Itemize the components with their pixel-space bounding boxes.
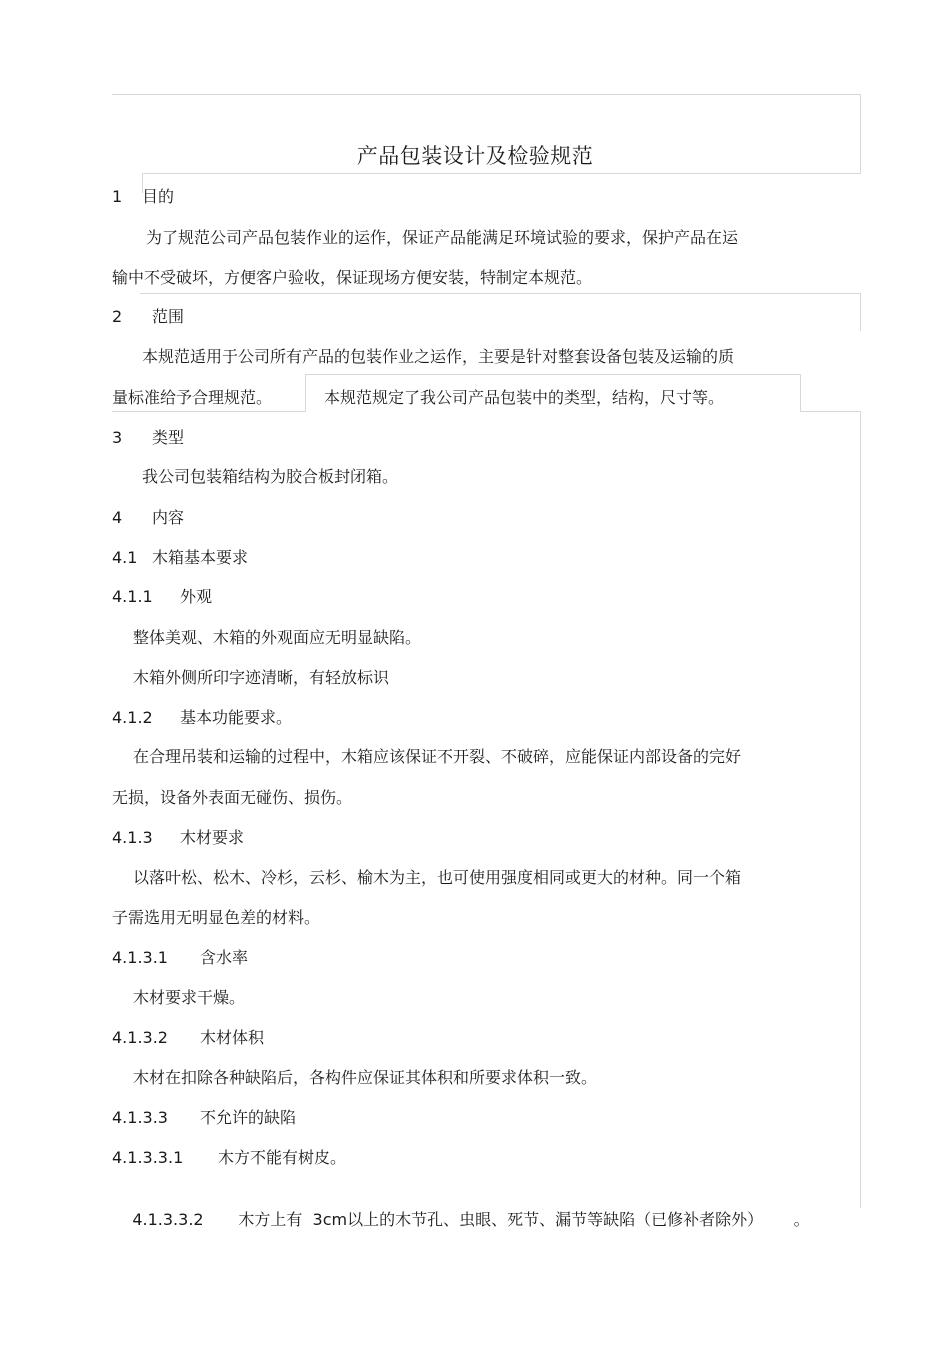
section-heading	[112, 507, 184, 529]
frame-rule	[112, 94, 860, 95]
frame-rule	[305, 374, 800, 375]
section-title: 外观	[180, 587, 213, 606]
section-heading	[112, 427, 184, 449]
section-heading	[112, 1027, 264, 1049]
section-title: 不允许的缺陷	[200, 1108, 297, 1127]
paragraph-line: 木材要求干燥。	[133, 988, 246, 1007]
section-number: 4.1.1	[112, 587, 153, 606]
section-title: 木方不能有树皮。	[218, 1148, 347, 1167]
section-title: 目的	[142, 187, 175, 206]
section-heading	[112, 547, 248, 569]
paragraph-line: 输中不受破坏，方便客户验收，保证现场方便安装，特制定本规范。	[112, 268, 593, 287]
section-title: 木材要求	[180, 828, 245, 847]
section-title: 范围	[152, 307, 185, 326]
section-heading	[112, 707, 292, 729]
paragraph-line: 木箱外侧所印字迹清晰，有轻放标识	[133, 668, 390, 687]
section-heading	[112, 186, 174, 208]
paragraph-line: 量标准给予合理规范。	[112, 388, 273, 407]
paragraph-line: 子需选用无明显色差的材料。	[112, 908, 321, 927]
section-title: 含水率	[200, 948, 249, 967]
paragraph-line: 在合理吊装和运输的过程中，木箱应该保证不开裂、不破碎，应能保证内部设备的完好	[133, 747, 742, 766]
section-title: 基本功能要求。	[180, 708, 293, 727]
section-number: 4.1.3.3.2	[132, 1210, 204, 1229]
section-heading	[112, 586, 212, 608]
frame-rule	[800, 411, 860, 412]
section-heading	[112, 306, 184, 328]
frame-rule	[140, 293, 860, 294]
section-title: 木方上有 3cm以上的木节孔、虫眼、死节、漏节等缺陷（已修补者除外） 。	[238, 1210, 810, 1229]
section-title: 内容	[152, 508, 185, 527]
section-number: 4.1.3.1	[112, 948, 168, 967]
section-number: 2	[112, 307, 123, 326]
frame-rule	[800, 374, 801, 412]
section-number: 4.1.3.3	[112, 1108, 168, 1127]
section-heading	[112, 1107, 296, 1129]
paragraph-line: 本规范适用于公司所有产品的包装作业之运作，主要是针对整套设备包装及运输的质	[142, 347, 735, 366]
section-heading	[112, 947, 248, 969]
paragraph-line: 以落叶松、松木、冷杉，云杉、榆木为主，也可使用强度相同或更大的材种。同一个箱	[133, 868, 742, 887]
paragraph-line: 无损，设备外表面无碰伤、损伤。	[112, 788, 353, 807]
section-number: 3	[112, 428, 123, 447]
paragraph-line: 为了规范公司产品包装作业的运作，保证产品能满足环境试验的要求，保护产品在运	[146, 228, 739, 247]
frame-rule	[142, 173, 860, 174]
section-number: 4.1.3.3.1	[112, 1148, 184, 1167]
section-number: 4	[112, 508, 123, 527]
section-title: 类型	[152, 428, 185, 447]
paragraph-line: 我公司包装箱结构为胶合板封闭箱。	[142, 467, 399, 486]
section-number: 4.1	[112, 548, 138, 567]
paragraph-line: 本规范规定了我公司产品包装中的类型，结构，尺寸等。	[324, 388, 725, 407]
section-number: 4.1.2	[112, 708, 153, 727]
document-title: 产品包装设计及检验规范	[356, 144, 594, 168]
paragraph-line: 木材在扣除各种缺陷后，各构件应保证其体积和所要求体积一致。	[133, 1068, 598, 1087]
section-heading	[112, 827, 244, 849]
frame-rule	[305, 374, 306, 412]
frame-rule	[860, 411, 861, 1208]
section-heading	[112, 1147, 346, 1169]
frame-rule	[860, 293, 861, 331]
section-number: 4.1.3.2	[112, 1028, 168, 1047]
section-title: 木材体积	[200, 1028, 265, 1047]
frame-rule	[112, 411, 305, 412]
section-heading	[112, 1187, 810, 1253]
section-number: 4.1.3	[112, 828, 153, 847]
section-title: 木箱基本要求	[152, 548, 249, 567]
section-number: 1	[112, 187, 123, 206]
paragraph-line: 整体美观、木箱的外观面应无明显缺陷。	[133, 628, 422, 647]
